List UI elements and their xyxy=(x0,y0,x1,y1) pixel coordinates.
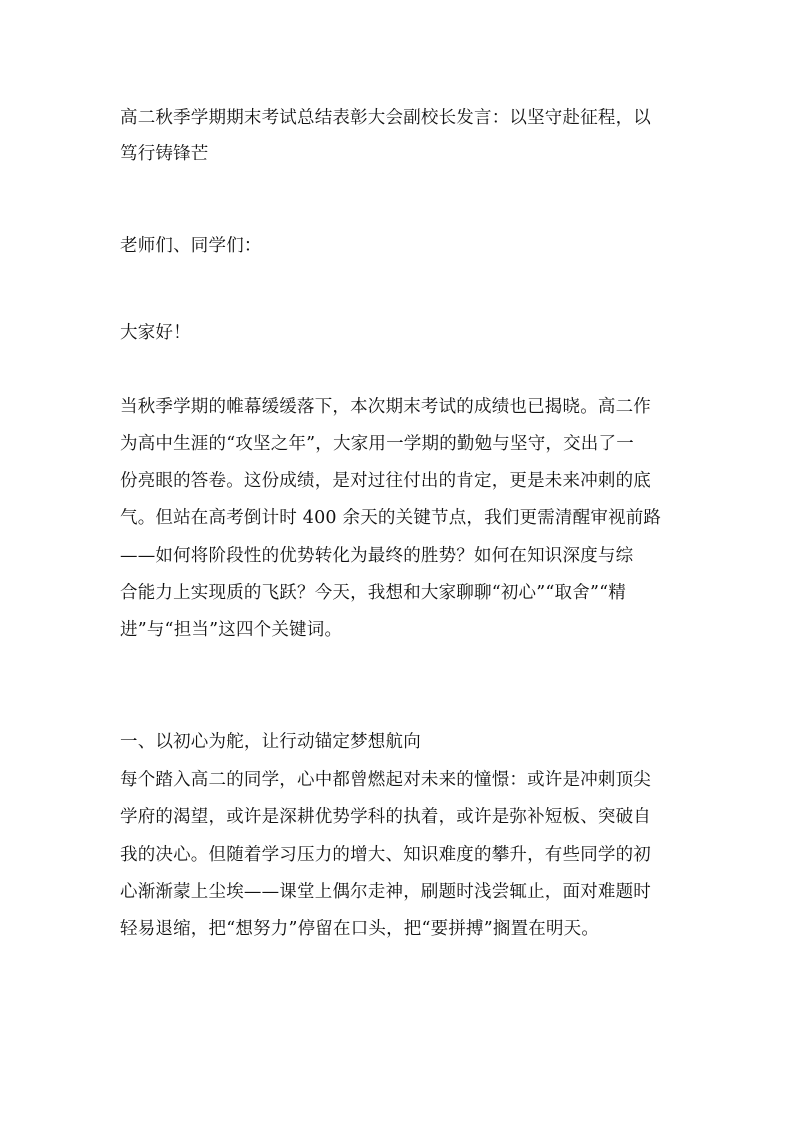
section-1-paragraph-line-2: 学府的渴望，或许是深耕优势学科的执着，或许是弥补短板、突破自 xyxy=(120,807,651,827)
section-1-paragraph-line-5: 轻易退缩，把“想努力”停留在口头，把“要拼搏”搁置在明天。 xyxy=(120,919,600,939)
intro-paragraph-line-4: 气。但站在高考倒计时 400 余天的关键节点，我们更需清醒审视前路 xyxy=(120,508,662,528)
intro-paragraph-line-1: 当秋季学期的帷幕缓缓落下，本次期末考试的成绩也已揭晓。高二作 xyxy=(120,397,651,417)
intro-paragraph-line-2: 为高中生涯的“攻坚之年”，大家用一学期的勤勉与坚守，交出了一 xyxy=(120,434,634,454)
greeting: 大家好！ xyxy=(120,323,191,343)
salutation: 老师们、同学们： xyxy=(120,236,262,256)
intro-paragraph-line-3: 份亮眼的答卷。这份成绩，是对过往付出的肯定，更是未来冲刺的底 xyxy=(120,471,651,491)
section-1-paragraph-line-3: 我的决心。但随着学习压力的增大、知识难度的攀升，有些同学的初 xyxy=(120,845,651,865)
document-title-line-1: 高二秋季学期期末考试总结表彰大会副校长发言：以坚守赴征程，以 xyxy=(120,108,651,128)
intro-paragraph-line-7: 进”与“担当”这四个关键词。 xyxy=(120,620,343,640)
intro-paragraph-line-5: ——如何将阶段性的优势转化为最终的胜势？如何在知识深度与综 xyxy=(120,546,634,566)
section-1-paragraph-line-4: 心渐渐蒙上尘埃——课堂上偶尔走神，刷题时浅尝辄止，面对难题时 xyxy=(120,882,651,902)
section-1-heading: 一、以初心为舵，让行动锚定梦想航向 xyxy=(120,732,421,752)
intro-paragraph-line-6: 合能力上实现质的飞跃？今天，我想和大家聊聊“初心”“取舍”“精 xyxy=(120,583,626,603)
section-1-paragraph-line-1: 每个踏入高二的同学，心中都曾燃起对未来的憧憬：或许是冲刺顶尖 xyxy=(120,770,651,790)
document-title-line-2: 笃行铸锋芒 xyxy=(120,144,209,164)
